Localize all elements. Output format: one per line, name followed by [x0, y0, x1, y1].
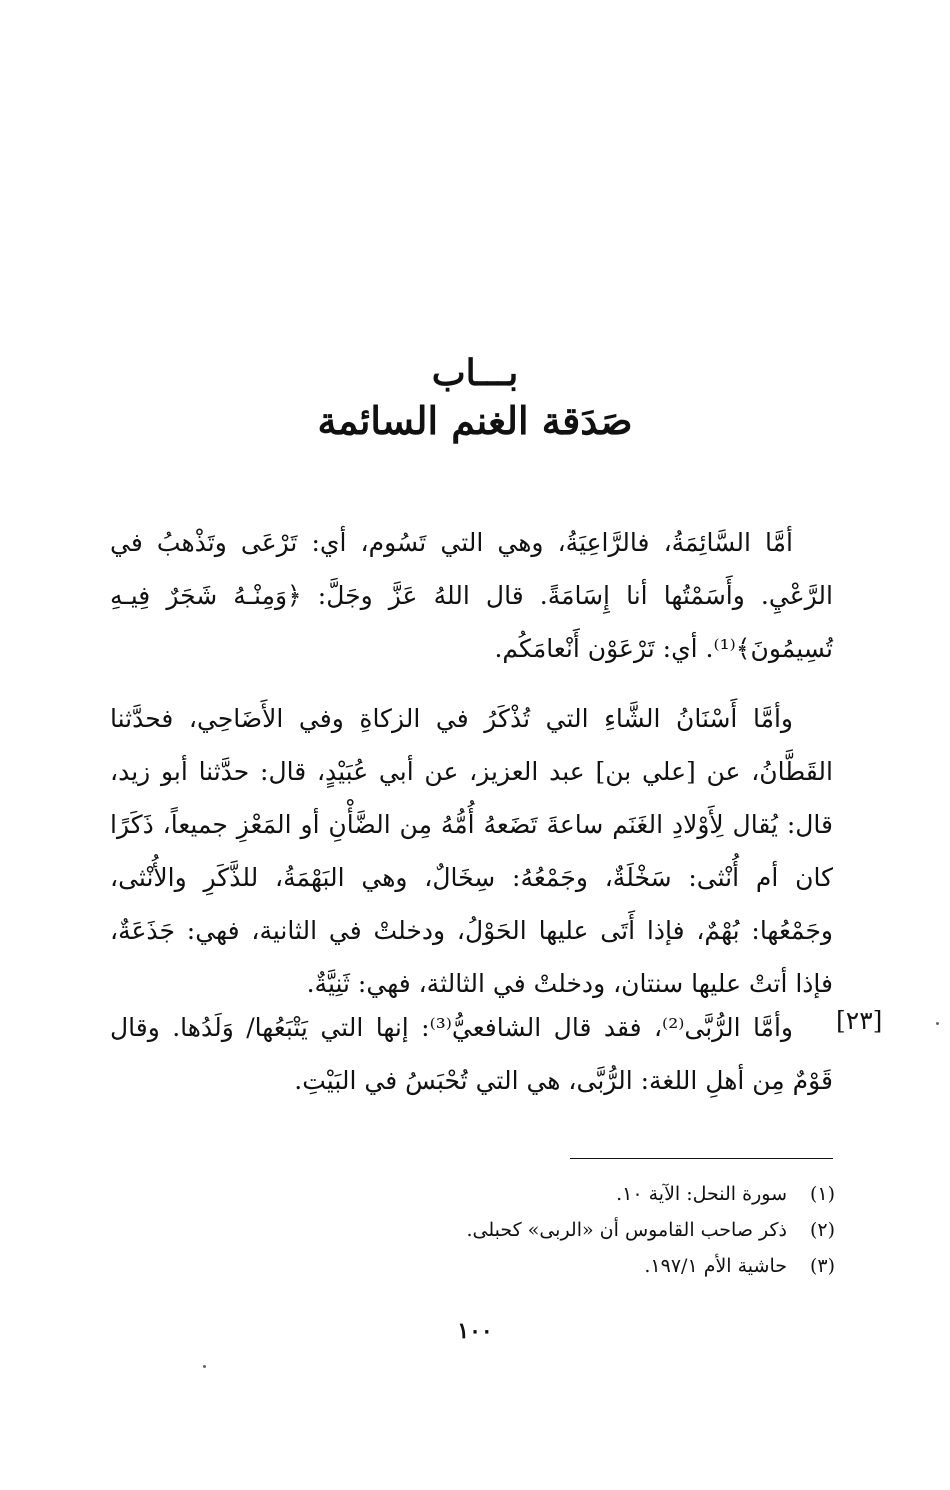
paragraph-text: وأمَّا أَسْنَانُ الشَّاءِ التي تُذْكَرُ في الزكاةِ وفي الأَضَاحِي، فحدَّثنا القَطَّانُ، عن [علي بن] عبد العزيز، عن أبي عُبَيْدٍ، قال: حدَّثنا أبو زيد، قال: يُقال لِأَوْلادِ الغَنَم ساعةَ تَضَعهُ أُمُّهُ مِن الضَّأْنِ أو المَعْزِ جميعاً، ذَكَرًا كان أم أُنْثى: سَخْلَةٌ، وجَمْعُهُ: سِخَالٌ، وهي البَهْمَةُ، للذَّكَرِ والأُنْثى، وجَمْعُها: بُهْمٌ، فإذا أَتَى عليها الحَوْلُ، ودخلتْ في الثانية، فهي: جَذَعَةٌ، فإذا أتتْ عليها سنتان، ودخلتْ في الثالثة، فهي: ثَنِيَّةٌ. [110, 704, 833, 998]
paragraph-saimah [110, 516, 833, 675]
footnote-number: (٣) [809, 1255, 835, 1277]
page-number: ١٠٠ [457, 1318, 493, 1344]
footnotes [420, 1176, 835, 1284]
footnote-text: ذكر صاحب القاموس أن «الربى» كحبلى. [466, 1219, 787, 1241]
paragraph-al-rubba [110, 1001, 833, 1107]
footnote-separator [570, 1158, 833, 1159]
chapter-label: بـــاب [431, 352, 519, 394]
footnote-text: حاشية الأم ١٩٧/١. [644, 1255, 787, 1277]
scan-speck [936, 1022, 939, 1025]
chapter-title: صَدَقة الغنم السائمة [317, 398, 633, 443]
footnote-text: سورة النحل: الآية ١٠. [616, 1183, 787, 1205]
footnote-item [420, 1176, 835, 1212]
paragraph-text: أمَّا السَّائِمَةُ، فالرَّاعِيَةُ، وهي التي تَسُوم، أي: تَرْعَى وتَذْهبُ في الرَّعْيِ. وأَسَمْتُها أنا إِسَامَةً. قال اللهُ عَزَّ وجَلَّ: ﴿وَمِنْـهُ شَجَرٌ فِيـهِ تُسِيمُونَ﴾⁽¹⁾. أي: تَرْعَوْن أَنْعامَكُم. [110, 528, 833, 663]
margin-reference-number: [٢٣] [836, 1006, 883, 1035]
footnote-item [420, 1212, 835, 1248]
footnote-number: (٢) [809, 1219, 835, 1241]
scan-speck [203, 1365, 206, 1368]
paragraph-asnan-al-shaa [110, 692, 833, 1010]
footnote-number: (١) [809, 1183, 835, 1205]
paragraph-text: وأمَّا الرُّبَّى⁽²⁾، فقد قال الشافعيُّ⁽³⁾: إنها التي يَتْبَعُها/ وَلَدُها. وقال قَوْمٌ مِن أهلِ اللغة: الرُّبَّى، هي التي تُحْبَسُ في البَيْتِ. [110, 1013, 833, 1095]
footnote-item [420, 1248, 835, 1284]
